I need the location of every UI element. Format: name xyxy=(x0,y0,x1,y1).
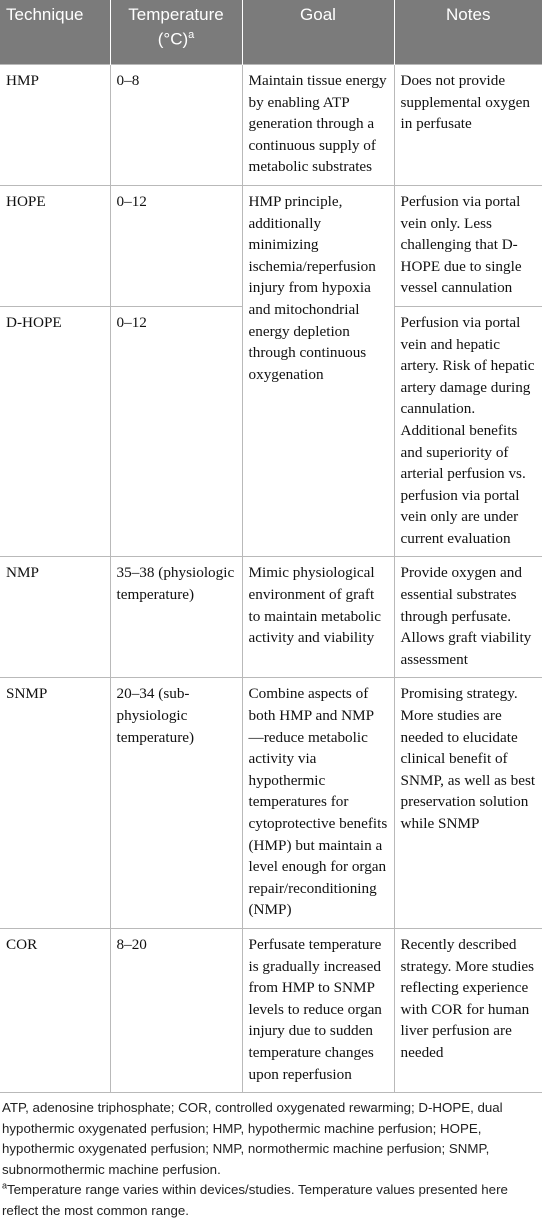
cell-technique: NMP xyxy=(0,557,110,678)
cell-technique: COR xyxy=(0,928,110,1092)
cell-goal-merged: HMP principle, additionally minimizing ischemia/reperfusion injury from hypoxia and mitochondrial energy depletion through continuous oxygenation xyxy=(242,185,394,557)
header-temperature-footnote-mark: a xyxy=(188,29,195,41)
cell-goal: Mimic physiological environment of graft to maintain metabolic activity and viability xyxy=(242,557,394,678)
temperature-footnote xyxy=(2,1180,540,1221)
temperature-footnote-mark: a xyxy=(2,1180,8,1191)
table-footnotes xyxy=(0,1093,542,1221)
cell-notes: Promising strategy. More studies are needed to elucidate clinical benefit of SNMP, as well as best preservation solution while SNMP xyxy=(394,678,542,929)
cell-technique: SNMP xyxy=(0,678,110,929)
abbreviations-footnote: ATP, adenosine triphosphate; COR, controlled oxygenated rewarming; D-HOPE, dual hypothermic oxygenated perfusion; HMP, hypothermic machine perfusion; HOPE, hypothermic oxygenated perfusion; NMP, normothermic machine perfusion; SNMP, subnormothermic machine perfusion. xyxy=(2,1100,503,1177)
cell-notes: Perfusion via portal vein only. Less challenging that D-HOPE due to single vessel cannulation xyxy=(394,185,542,306)
cell-notes: Provide oxygen and essential substrates through perfusate. Allows graft viability assessment xyxy=(394,557,542,678)
cell-technique: HMP xyxy=(0,65,110,186)
header-temperature-label: Temperature (°C) xyxy=(128,5,224,49)
cell-notes: Perfusion via portal vein and hepatic artery. Risk of hepatic artery damage during cannulation. Additional benefits and superiority of arterial perfusion vs. perfusion via portal vein only are under current evaluation xyxy=(394,306,542,557)
cell-temperature: 0–8 xyxy=(110,65,242,186)
table-row xyxy=(0,65,542,186)
header-goal: Goal xyxy=(242,0,394,65)
cell-technique: HOPE xyxy=(0,185,110,306)
cell-temperature: 8–20 xyxy=(110,928,242,1092)
cell-goal: Combine aspects of both HMP and NMP—reduce metabolic activity via hypothermic temperatures for cytoprotective benefits (HMP) but maintain a level enough for organ repair/reconditioning (NMP) xyxy=(242,678,394,929)
header-notes: Notes xyxy=(394,0,542,65)
cell-temperature: 0–12 xyxy=(110,306,242,557)
cell-goal: Perfusate temperature is gradually increased from HMP to SNMP levels to reduce organ injury due to sudden temperature changes upon reperfusion xyxy=(242,928,394,1092)
cell-temperature: 0–12 xyxy=(110,185,242,306)
cell-temperature: 20–34 (sub-physiologic temperature) xyxy=(110,678,242,929)
header-technique: Technique xyxy=(0,0,110,65)
cell-temperature: 35–38 (physiologic temperature) xyxy=(110,557,242,678)
table-row xyxy=(0,928,542,1092)
cell-technique: D-HOPE xyxy=(0,306,110,557)
table-row xyxy=(0,678,542,929)
table-row xyxy=(0,185,542,306)
table-row xyxy=(0,557,542,678)
cell-goal: Maintain tissue energy by enabling ATP generation through a continuous supply of metabolic substrates xyxy=(242,65,394,186)
cell-notes: Recently described strategy. More studies reflecting experience with COR for human liver perfusion are needed xyxy=(394,928,542,1092)
header-temperature xyxy=(110,0,242,65)
cell-notes: Does not provide supplemental oxygen in perfusate xyxy=(394,65,542,186)
table-header-row xyxy=(0,0,542,65)
temperature-footnote-text: Temperature range varies within devices/studies. Temperature values presented here reflect the most common range. xyxy=(2,1182,508,1218)
